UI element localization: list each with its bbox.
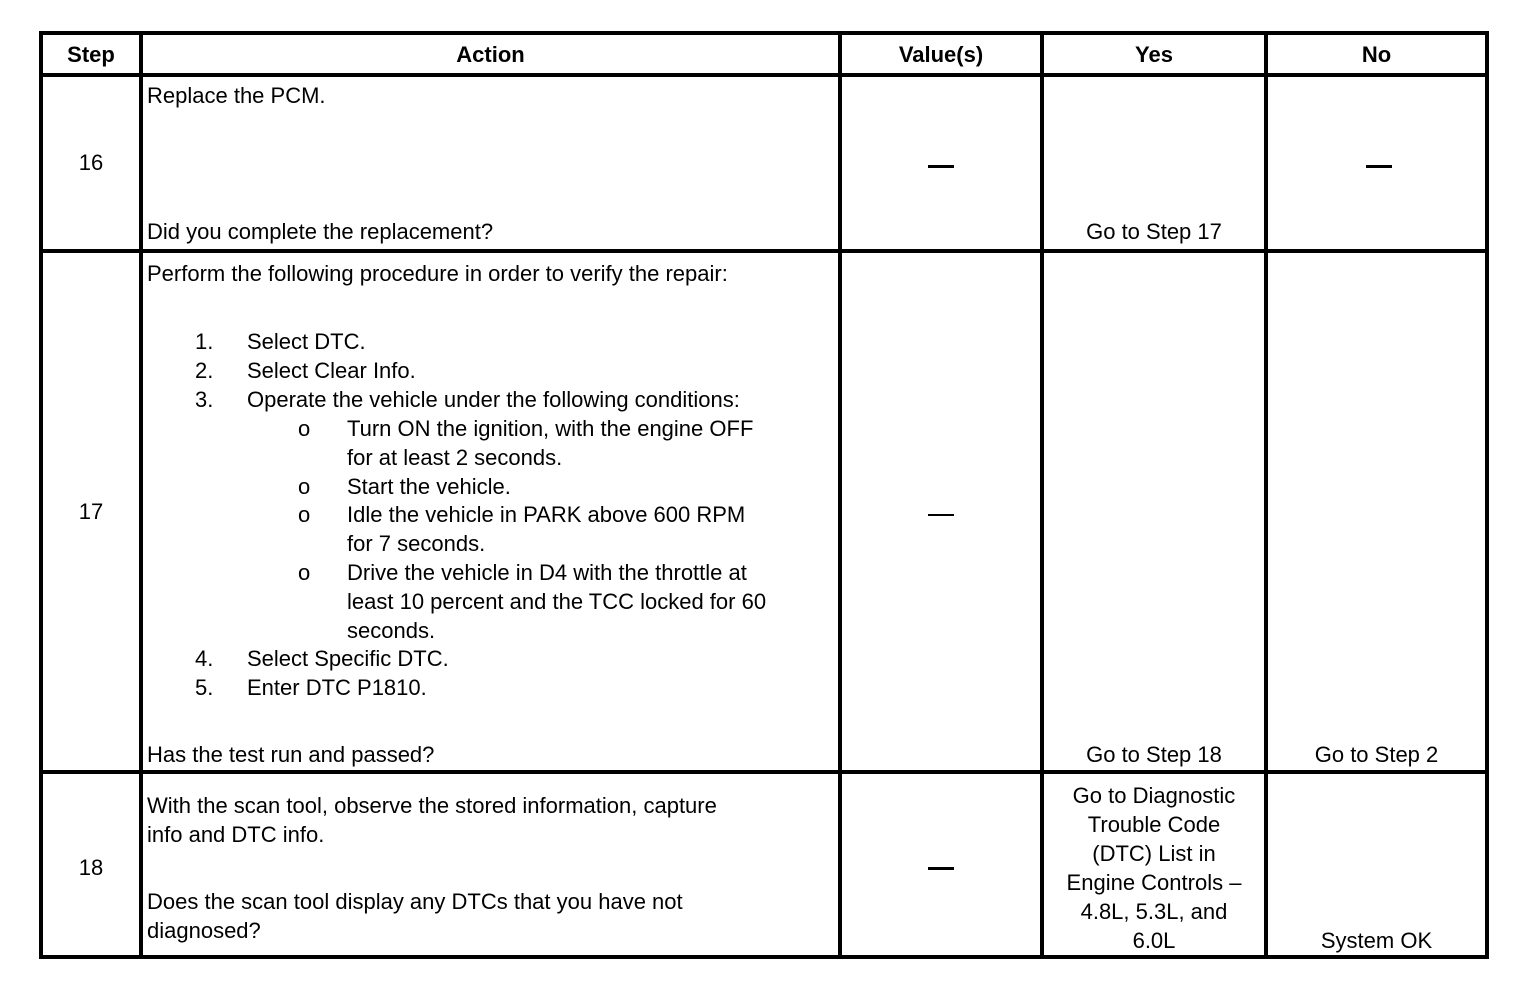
list-item: Operate the vehicle under the following conditions: [247,387,740,412]
no-link[interactable]: System OK [1320,928,1433,953]
list-number: 5. [195,675,214,700]
list-item: Select Clear Info. [247,358,416,383]
list-number: 2. [195,358,214,383]
header-no: No [1361,42,1392,67]
bullet-icon: o [298,502,311,527]
sublist-item: Idle the vehicle in PARK above 600 RPM [347,502,746,527]
yes-link-line: Go to Diagnostic [1072,783,1236,808]
action-text: Replace the PCM. [147,83,326,108]
yes-link-line: (DTC) List in [1092,841,1216,866]
bullet-icon: o [298,560,311,585]
sublist-item: for at least 2 seconds. [347,445,563,470]
row-divider [43,770,1485,774]
step-number: 17 [78,499,104,524]
action-question: Does the scan tool display any DTCs that you have not [147,889,683,914]
col-divider [838,35,842,955]
sublist-item: Turn ON the ignition, with the engine OFF [347,416,754,441]
header-values: Value(s) [898,42,984,67]
list-item: Select DTC. [247,329,366,354]
value-dash [928,514,954,516]
yes-link[interactable]: Go to Step 17 [1086,219,1222,244]
sublist-item: Start the vehicle. [347,474,511,499]
step-number: 18 [78,855,104,880]
header-step: Step [67,42,115,67]
bullet-icon: o [298,416,311,441]
action-question: Has the test run and passed? [147,742,435,767]
no-dash [1366,165,1392,168]
action-question: Did you complete the replacement? [147,219,494,244]
action-text: Perform the following procedure in order to verify the repair: [147,261,728,286]
no-link[interactable]: Go to Step 2 [1314,742,1439,767]
action-text: info and DTC info. [147,822,325,847]
value-dash [928,165,954,168]
header-yes: Yes [1135,42,1173,67]
sublist-item: seconds. [347,618,436,643]
col-divider [1264,35,1268,955]
list-item: Select Specific DTC. [247,646,449,671]
yes-link-line: 6.0L [1132,928,1176,953]
row-divider [43,249,1485,253]
yes-link-line: Trouble Code [1087,812,1221,837]
list-number: 3. [195,387,214,412]
action-text: With the scan tool, observe the stored information, capture [147,793,717,818]
value-dash [928,867,954,870]
diagnostic-table [39,31,1489,959]
step-number: 16 [78,150,104,175]
sublist-item: Drive the vehicle in D4 with the throttle at [347,560,747,585]
yes-link-line: 4.8L, 5.3L, and [1080,899,1228,924]
list-item: Enter DTC P1810. [247,675,427,700]
sublist-item: for 7 seconds. [347,531,486,556]
action-question: diagnosed? [147,918,261,943]
col-divider [139,35,143,955]
yes-link-line: Engine Controls – [1066,870,1242,895]
list-number: 4. [195,646,214,671]
list-number: 1. [195,329,214,354]
yes-link[interactable]: Go to Step 18 [1086,742,1222,767]
sublist-item: least 10 percent and the TCC locked for 60 [347,589,767,614]
row-divider [43,73,1485,77]
header-action: Action [456,42,525,67]
bullet-icon: o [298,474,311,499]
